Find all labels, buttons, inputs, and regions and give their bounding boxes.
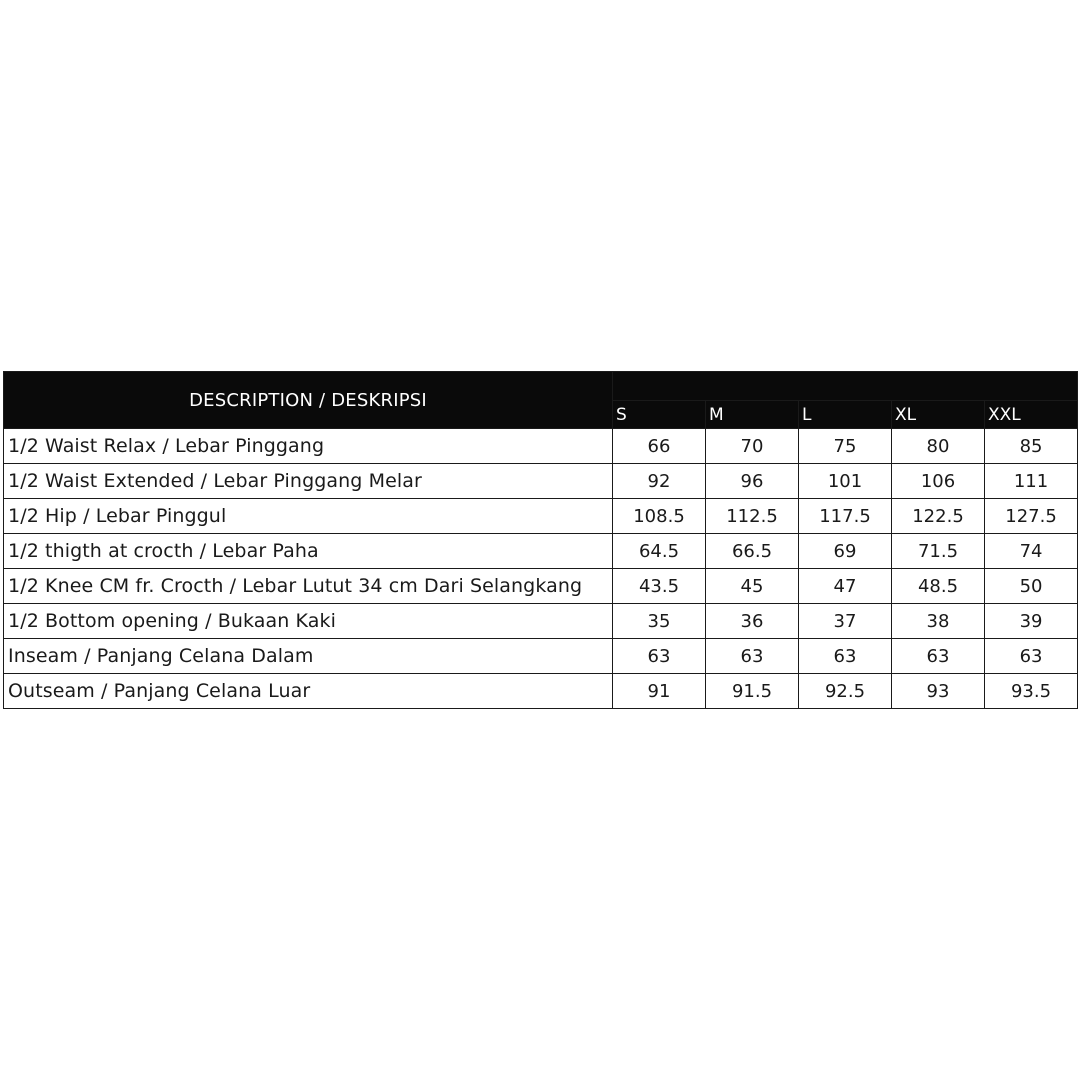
cell-value: 93.5 — [985, 674, 1078, 709]
cell-value: 43.5 — [613, 569, 706, 604]
table-row — [4, 639, 1078, 674]
cell-value: 70 — [706, 429, 799, 464]
size-header-xxl: XXL — [985, 401, 1078, 429]
table-row — [4, 674, 1078, 709]
row-label: 1/2 thigth at crocth / Lebar Paha — [4, 534, 613, 569]
cell-value: 63 — [799, 639, 892, 674]
cell-value: 75 — [799, 429, 892, 464]
cell-value: 106 — [892, 464, 985, 499]
cell-value: 63 — [706, 639, 799, 674]
cell-value: 122.5 — [892, 499, 985, 534]
cell-value: 63 — [892, 639, 985, 674]
size-header-s: S — [613, 401, 706, 429]
row-label: 1/2 Knee CM fr. Crocth / Lebar Lutut 34 cm Dari Selangkang — [4, 569, 613, 604]
size-header-band — [613, 372, 1078, 401]
description-header: DESCRIPTION / DESKRIPSI — [4, 372, 613, 429]
cell-value: 91.5 — [706, 674, 799, 709]
cell-value: 117.5 — [799, 499, 892, 534]
size-chart-body — [4, 429, 1078, 709]
cell-value: 74 — [985, 534, 1078, 569]
cell-value: 39 — [985, 604, 1078, 639]
cell-value: 92 — [613, 464, 706, 499]
cell-value: 50 — [985, 569, 1078, 604]
size-header-xl: XL — [892, 401, 985, 429]
table-row — [4, 604, 1078, 639]
row-label: 1/2 Waist Relax / Lebar Pinggang — [4, 429, 613, 464]
cell-value: 91 — [613, 674, 706, 709]
cell-value: 93 — [892, 674, 985, 709]
cell-value: 36 — [706, 604, 799, 639]
cell-value: 85 — [985, 429, 1078, 464]
cell-value: 108.5 — [613, 499, 706, 534]
row-label: Inseam / Panjang Celana Dalam — [4, 639, 613, 674]
cell-value: 69 — [799, 534, 892, 569]
row-label: 1/2 Bottom opening / Bukaan Kaki — [4, 604, 613, 639]
cell-value: 37 — [799, 604, 892, 639]
cell-value: 101 — [799, 464, 892, 499]
size-chart-header — [4, 372, 1078, 429]
row-label: Outseam / Panjang Celana Luar — [4, 674, 613, 709]
cell-value: 35 — [613, 604, 706, 639]
cell-value: 63 — [613, 639, 706, 674]
row-label: 1/2 Hip / Lebar Pinggul — [4, 499, 613, 534]
table-row — [4, 534, 1078, 569]
cell-value: 48.5 — [892, 569, 985, 604]
cell-value: 92.5 — [799, 674, 892, 709]
size-header-m: M — [706, 401, 799, 429]
table-row — [4, 429, 1078, 464]
size-header-l: L — [799, 401, 892, 429]
row-label: 1/2 Waist Extended / Lebar Pinggang Melar — [4, 464, 613, 499]
cell-value: 47 — [799, 569, 892, 604]
cell-value: 66 — [613, 429, 706, 464]
table-row — [4, 569, 1078, 604]
cell-value: 38 — [892, 604, 985, 639]
cell-value: 71.5 — [892, 534, 985, 569]
cell-value: 63 — [985, 639, 1078, 674]
cell-value: 45 — [706, 569, 799, 604]
cell-value: 80 — [892, 429, 985, 464]
cell-value: 127.5 — [985, 499, 1078, 534]
cell-value: 64.5 — [613, 534, 706, 569]
table-row — [4, 499, 1078, 534]
cell-value: 111 — [985, 464, 1078, 499]
size-chart-table — [3, 371, 1078, 709]
cell-value: 112.5 — [706, 499, 799, 534]
cell-value: 96 — [706, 464, 799, 499]
cell-value: 66.5 — [706, 534, 799, 569]
table-row — [4, 464, 1078, 499]
